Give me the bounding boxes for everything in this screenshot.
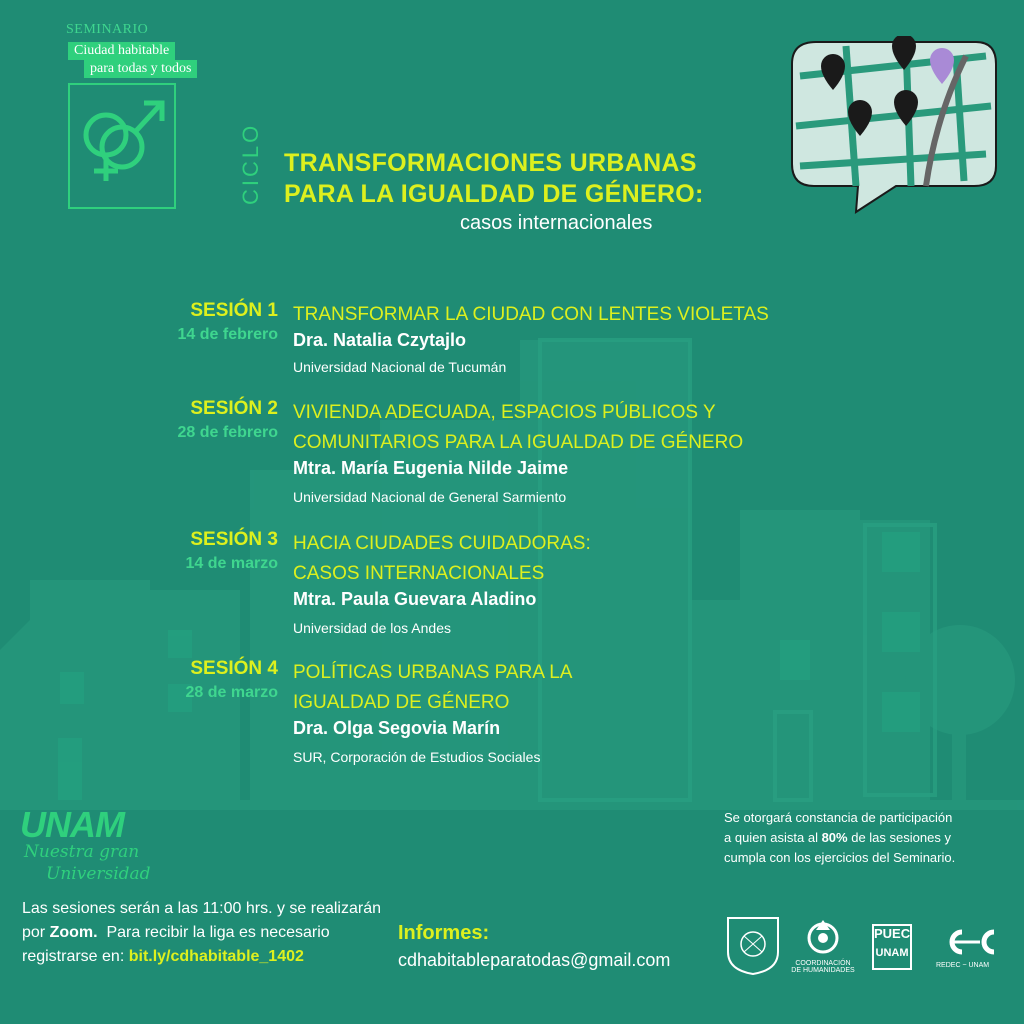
certificate-text: a quien asista al: [724, 830, 822, 845]
certificate-line1: Se otorgará constancia de participación: [724, 810, 953, 825]
session-label: SESIÓN 4: [190, 658, 278, 679]
session-title: [293, 398, 743, 458]
session-institution: Universidad Nacional de General Sarmiento: [293, 489, 567, 505]
seminar-label: SEMINARIO: [66, 22, 149, 37]
session-institution: Universidad Nacional de Tucumán: [293, 359, 507, 375]
session-label: SESIÓN 3: [190, 529, 278, 550]
ciclo-label: CICLO: [238, 122, 263, 205]
redec-icon: [934, 926, 998, 958]
seminar-tag-line2: para todas y todos: [84, 60, 197, 78]
coordinacion-caption: COORDINACIÓN DE HUMANIDADES: [791, 960, 855, 974]
seminar-tag-line1: Ciudad habitable: [68, 42, 175, 60]
info-text: por: [22, 924, 50, 941]
session-label: SESIÓN 2: [190, 398, 278, 419]
zoom-label: Zoom.: [49, 924, 98, 941]
registration-link[interactable]: bit.ly/cdhabitable_1402: [128, 948, 304, 965]
info-text: registrarse en:: [22, 948, 129, 965]
main-subtitle: casos internacionales: [460, 212, 653, 234]
session-date: 28 de febrero: [177, 424, 278, 441]
info-line1: Las sesiones serán a las 11:00 hrs. y se realizarán: [22, 900, 382, 917]
contact-email[interactable]: cdhabitableparatodas@gmail.com: [398, 950, 671, 970]
certificate-line3: cumpla con los ejercicios del Seminario.: [724, 850, 956, 865]
session-title: [293, 658, 572, 718]
coordinacion-humanidades-icon: [800, 918, 846, 958]
session-title: [293, 529, 591, 589]
session-institution: SUR, Corporación de Estudios Sociales: [293, 749, 541, 765]
session-date: 14 de febrero: [177, 326, 278, 343]
info-line2: [22, 924, 330, 942]
unam-slogan-line2: Universidad: [46, 864, 151, 884]
unam-logo: UNAM: [20, 804, 124, 845]
session-title-line: CASOS INTERNACIONALES: [293, 563, 545, 584]
info-text: Para recibir la liga es necesario: [97, 924, 330, 941]
unam-slogan-line1: Nuestra gran: [24, 842, 140, 862]
session-title: [293, 300, 769, 330]
puec-logo-top: PUEC: [874, 926, 911, 941]
informes-label: Informes:: [398, 922, 490, 944]
certificate-percent: 80%: [821, 830, 848, 845]
session-title-line: TRANSFORMAR LA CIUDAD CON LENTES VIOLETAS: [293, 304, 769, 325]
session-date: 28 de marzo: [185, 684, 278, 701]
session-speaker: Dra. Natalia Czytajlo: [293, 330, 467, 350]
certificate-text: de las sesiones y: [847, 830, 951, 845]
unam-shield-icon: [724, 914, 782, 976]
gender-symbols-icon: [70, 85, 174, 207]
puec-logo-bottom: UNAM: [875, 947, 909, 959]
puec-logo: [872, 924, 912, 970]
session-speaker: Mtra. Paula Guevara Aladino: [293, 589, 537, 609]
gender-symbol-box: [68, 83, 176, 209]
session-title-line: VIVIENDA ADECUADA, ESPACIOS PÚBLICOS Y: [293, 402, 716, 423]
session-title-line: POLÍTICAS URBANAS PARA LA: [293, 662, 573, 683]
main-title-line1: TRANSFORMACIONES URBANAS: [284, 149, 697, 177]
session-speaker: Dra. Olga Segovia Marín: [293, 718, 501, 738]
info-line3: [22, 948, 304, 966]
redec-caption: REDEC ~ UNAM: [936, 962, 990, 969]
session-speaker: Mtra. María Eugenia Nilde Jaime: [293, 458, 569, 478]
main-title-line2: PARA LA IGUALDAD DE GÉNERO:: [284, 180, 704, 208]
map-illustration: [786, 36, 1002, 220]
certificate-line2: [724, 830, 951, 845]
session-title-line: COMUNITARIOS PARA LA IGUALDAD DE GÉNERO: [293, 432, 744, 453]
session-title-line: HACIA CIUDADES CUIDADORAS:: [293, 533, 591, 554]
session-date: 14 de marzo: [185, 555, 278, 572]
session-institution: Universidad de los Andes: [293, 620, 451, 636]
session-label: SESIÓN 1: [190, 300, 278, 321]
session-title-line: IGUALDAD DE GÉNERO: [293, 692, 510, 713]
